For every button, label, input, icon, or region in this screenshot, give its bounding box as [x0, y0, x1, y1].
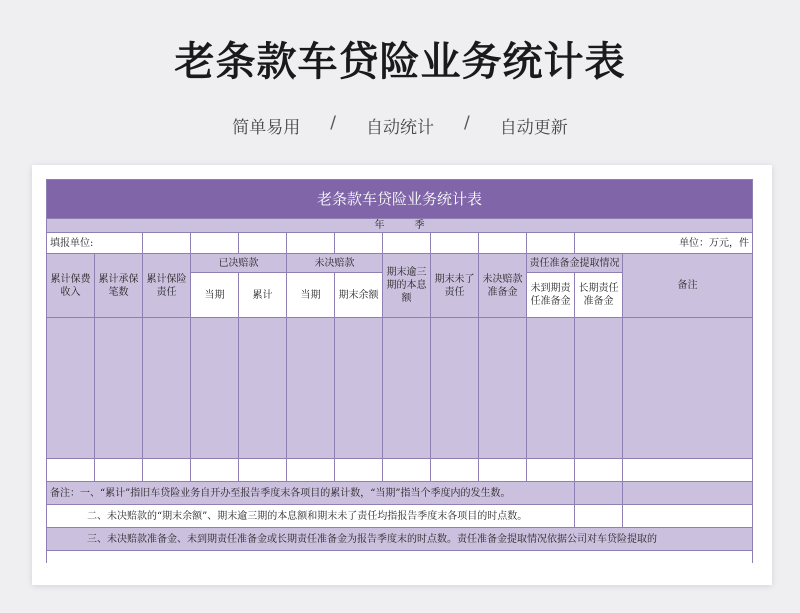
cell[interactable]	[383, 233, 431, 254]
data-cell[interactable]	[431, 459, 479, 482]
header-settled-current[interactable]: 当期	[191, 273, 239, 318]
cell[interactable]	[47, 551, 753, 564]
cell[interactable]	[623, 505, 753, 528]
header-unsettled-claims[interactable]: 未决赔款	[287, 254, 383, 273]
data-cell[interactable]	[431, 318, 479, 459]
unit-label[interactable]: 单位：万元，件	[575, 233, 753, 254]
data-cell[interactable]	[527, 459, 575, 482]
data-cell[interactable]	[191, 318, 239, 459]
cell[interactable]	[623, 482, 753, 505]
data-cell[interactable]	[143, 459, 191, 482]
data-cell[interactable]	[623, 459, 753, 482]
header-settled-cumulative[interactable]: 累计	[239, 273, 287, 318]
header-settled-claims[interactable]: 已决赔款	[191, 254, 287, 273]
header-unsettled-current[interactable]: 当期	[287, 273, 335, 318]
data-cell[interactable]	[623, 318, 753, 459]
cell[interactable]	[527, 233, 575, 254]
data-cell[interactable]	[575, 318, 623, 459]
header-remark[interactable]: 备注	[623, 254, 753, 318]
data-cell[interactable]	[383, 318, 431, 459]
cell[interactable]	[191, 233, 239, 254]
subtitle-separator: /	[464, 113, 470, 133]
note-line-1[interactable]: 备注：一、“累计”指旧车贷险业务自开办至报告季度末各项目的累计数，“当期”指当个季度内的发生数。	[47, 482, 575, 505]
data-cell[interactable]	[383, 459, 431, 482]
cell[interactable]	[143, 233, 191, 254]
data-cell[interactable]	[47, 318, 95, 459]
subtitle	[0, 113, 800, 138]
subtitle-item-auto-update: 自动更新	[499, 118, 568, 138]
table-row	[47, 318, 753, 459]
header-unexpired-reserve[interactable]: 未到期责任准备金	[527, 273, 575, 318]
header-overdue-interest[interactable]: 期末逾三期的本息额	[383, 254, 431, 318]
table-row	[47, 459, 753, 482]
header-premium-income[interactable]: 累计保费收入	[47, 254, 95, 318]
note-line-2[interactable]: 二、未决赔款的“期末余额”、期末逾三期的本息额和期末未了责任均指报告季度末各项目的时点数。	[47, 505, 575, 528]
cell[interactable]	[239, 233, 287, 254]
subtitle-separator: /	[330, 113, 336, 133]
header-unsettled-end-balance[interactable]: 期末余额	[335, 273, 383, 318]
spreadsheet	[46, 179, 752, 563]
spreadsheet-card	[32, 165, 772, 585]
data-cell[interactable]	[575, 459, 623, 482]
data-cell[interactable]	[95, 459, 143, 482]
data-cell[interactable]	[527, 318, 575, 459]
data-cell[interactable]	[239, 459, 287, 482]
cell[interactable]	[287, 233, 335, 254]
header-long-term-reserve[interactable]: 长期责任准备金	[575, 273, 623, 318]
data-cell[interactable]	[479, 318, 527, 459]
data-cell[interactable]	[191, 459, 239, 482]
season-label[interactable]: 年 季	[47, 219, 753, 233]
data-cell[interactable]	[143, 318, 191, 459]
data-cell[interactable]	[95, 318, 143, 459]
data-cell[interactable]	[335, 318, 383, 459]
header-outstanding-liability[interactable]: 期末未了责任	[431, 254, 479, 318]
data-cell[interactable]	[287, 459, 335, 482]
page-title: 老条款车贷险业务统计表	[174, 39, 626, 85]
statistics-table	[46, 179, 753, 563]
cell[interactable]	[479, 233, 527, 254]
cell[interactable]	[575, 505, 623, 528]
note-line-3[interactable]: 三、未决赔款准备金、未到期责任准备金或长期责任准备金为报告季度末的时点数。责任准备金提取情况依据公司对车贷险提取的	[47, 528, 753, 551]
sheet-title[interactable]: 老条款车贷险业务统计表	[47, 180, 753, 219]
data-cell[interactable]	[479, 459, 527, 482]
header-unsettled-reserve[interactable]: 未决赔款准备金	[479, 254, 527, 318]
subtitle-item-auto-stats: 自动统计	[366, 118, 434, 138]
header-reserve-status[interactable]: 责任准备金提取情况	[527, 254, 623, 273]
fill-unit-label[interactable]: 填报单位:	[47, 233, 143, 254]
header-insurance-liability[interactable]: 累计保险责任	[143, 254, 191, 318]
cell[interactable]	[575, 482, 623, 505]
data-cell[interactable]	[239, 318, 287, 459]
subtitle-item-easy: 简单易用	[232, 118, 301, 138]
cell[interactable]	[335, 233, 383, 254]
header-underwriting-count[interactable]: 累计承保笔数	[95, 254, 143, 318]
data-cell[interactable]	[287, 318, 335, 459]
data-cell[interactable]	[47, 459, 95, 482]
data-cell[interactable]	[335, 459, 383, 482]
cell[interactable]	[431, 233, 479, 254]
